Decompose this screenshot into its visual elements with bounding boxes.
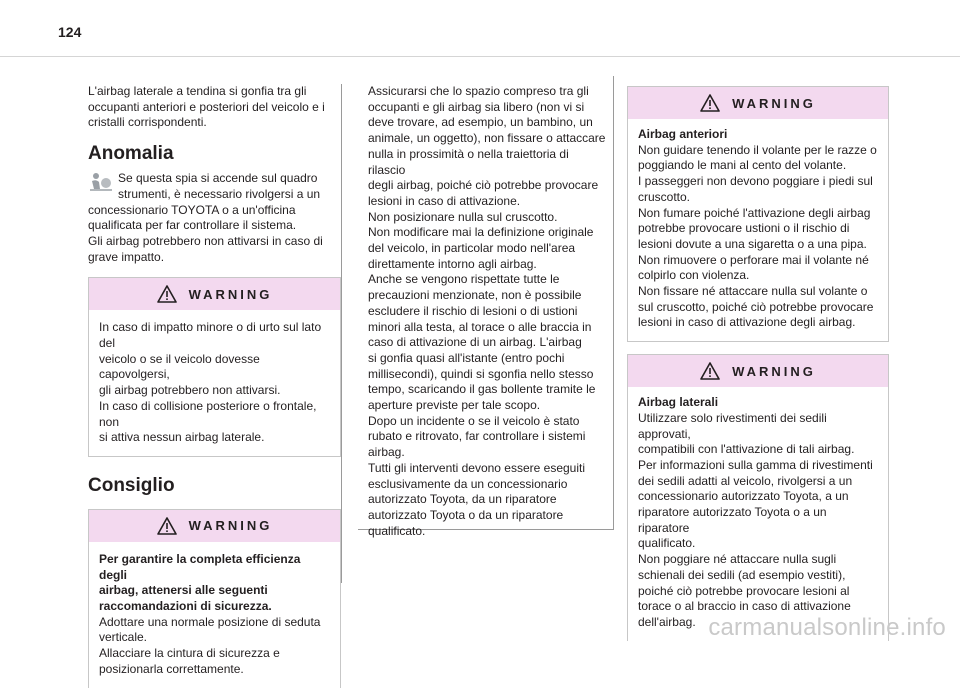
warning-header bbox=[628, 87, 888, 119]
warning-text: Adottare una normale posizione di seduta verticale. Allacciare la cintura di sicurezza e posizionarla correttamente. bbox=[99, 614, 321, 676]
anomalia-intro bbox=[88, 171, 341, 202]
warning-bold-text: Airbag laterali bbox=[638, 395, 719, 410]
warning-box-safety bbox=[88, 509, 341, 688]
anomalia-heading: Anomalia bbox=[88, 143, 174, 165]
header-divider bbox=[0, 56, 960, 57]
warning-header bbox=[89, 278, 340, 310]
warning-title: WARNING bbox=[732, 95, 816, 111]
anomalia-first-lines: Se questa spia si accende sul quadro strumenti, è necessario rivolgersi a un bbox=[118, 171, 321, 201]
warning-bold-text: Airbag anteriori bbox=[638, 127, 728, 141]
warning-text: In caso di impatto minore o di urto sul lato del veicolo o se il veicolo dovesse capovolgersi, gli airbag potrebbero non attivarsi. In caso di collisione posteriore o frontale, non si attiva nessun airbag laterale. bbox=[99, 320, 322, 445]
warning-bold-text: Per garantire la completa efficienza degli airbag, attenersi alle seguenti raccomandazioni di sicurezza. bbox=[99, 551, 301, 614]
warning-triangle-icon bbox=[157, 285, 177, 303]
warning-title: WARNING bbox=[188, 518, 273, 534]
column-2 bbox=[358, 76, 614, 538]
column-3 bbox=[627, 86, 889, 641]
warning-box-side-airbags bbox=[627, 354, 889, 641]
warning-box-front-airbags bbox=[627, 86, 889, 342]
warning-triangle-icon bbox=[157, 517, 177, 535]
airbag-warning-light-icon bbox=[88, 172, 114, 192]
warning-triangle-icon bbox=[700, 94, 720, 112]
warning-title: WARNING bbox=[188, 286, 273, 302]
warning-header bbox=[89, 510, 340, 542]
warning-text: Utilizzare solo rivestimenti dei sedili approvati, compatibili con l'attivazione di tali airbag. Per informazioni sulla gamma di rivestimenti dei sedili adatti al veicolo, rivolgersi a un concessionario autorizzato Toyota, a un riparatore autorizzato Toyota o a un riparatore qualificato. Non poggiare né attaccare nulla sugli schienali dei sedili (ad esempio vestiti), poiché ciò potrebbe provocare lesioni al torace o al braccio in caso di attivazione dell'airbag. bbox=[638, 410, 873, 629]
warning-header bbox=[628, 355, 888, 387]
consiglio-heading: Consiglio bbox=[88, 474, 175, 496]
warning-text: Non guidare tenendo il volante per le razze o poggiando le mani al cento del volante. I passeggeri non devono poggiare i piedi sul cruscotto. Non fumare poiché l'attivazione degli airbag potrebbe provocare ustioni o il rischio di lesioni dovute a una sigaretta o a una pipa. Non rimuovere o perforare mai il volante né colpirlo con violenza. Non fissare né attaccare nulla sul volante o sul cruscotto, poiché ciò potrebbe provocare lesioni in caso di attivazione degli airbag. bbox=[638, 142, 877, 330]
warning-triangle-icon bbox=[700, 362, 720, 380]
watermark: carmanualsonline.info bbox=[708, 614, 946, 641]
warning-box-impact bbox=[88, 277, 341, 457]
airbag-precautions-text: Assicurarsi che lo spazio compreso tra gli occupanti e gli airbag sia libero (non vi si deve trovare, ad esempio, un bambino, un animale, un oggetto), non fissare o attaccare nulla in prossimità o nella traiettoria di rilascio degli airbag, poiché ciò potrebbe provocare lesioni in caso di attivazione. Non posizionare nulla sul cruscotto. Non modificare mai la definizione originale del veicolo, in particolar modo nell'area direttamente intorno agli airbag. Anche se vengono rispettate tutte le precauzioni menzionate, non è possibile escludere il rischio di lesioni o di ustioni minori alla testa, al torace o alle braccia in caso di attivazione di un airbag. L'airbag si gonfia quasi all'istante (entro pochi millisecondi), quindi si sgonfia nello stesso tempo, scaricando il gas bollente tramite le aperture previste per tale scopo. Dopo un incidente o se il veicolo è stato rubato e ritrovato, far controllare i sistemi airbag. Tutti gli interventi devono essere eseguiti esclusivamente da un concessionario autorizzato Toyota, da un riparatore autorizzato Toyota o da un riparatore qualificato. bbox=[368, 84, 606, 538]
intro-paragraph: L'airbag laterale a tendina si gonfia tra gli occupanti anteriori e posteriori del veicolo e i cristalli corrispondenti. bbox=[88, 84, 325, 130]
column-1 bbox=[88, 84, 342, 676]
warning-title: WARNING bbox=[732, 363, 816, 379]
anomalia-paragraph: concessionario TOYOTA o a un'officina qualificata per far controllare il sistema. Gli airbag potrebbero non attivarsi in caso di grave impatto. bbox=[88, 202, 323, 264]
page-number: 124 bbox=[58, 24, 82, 40]
